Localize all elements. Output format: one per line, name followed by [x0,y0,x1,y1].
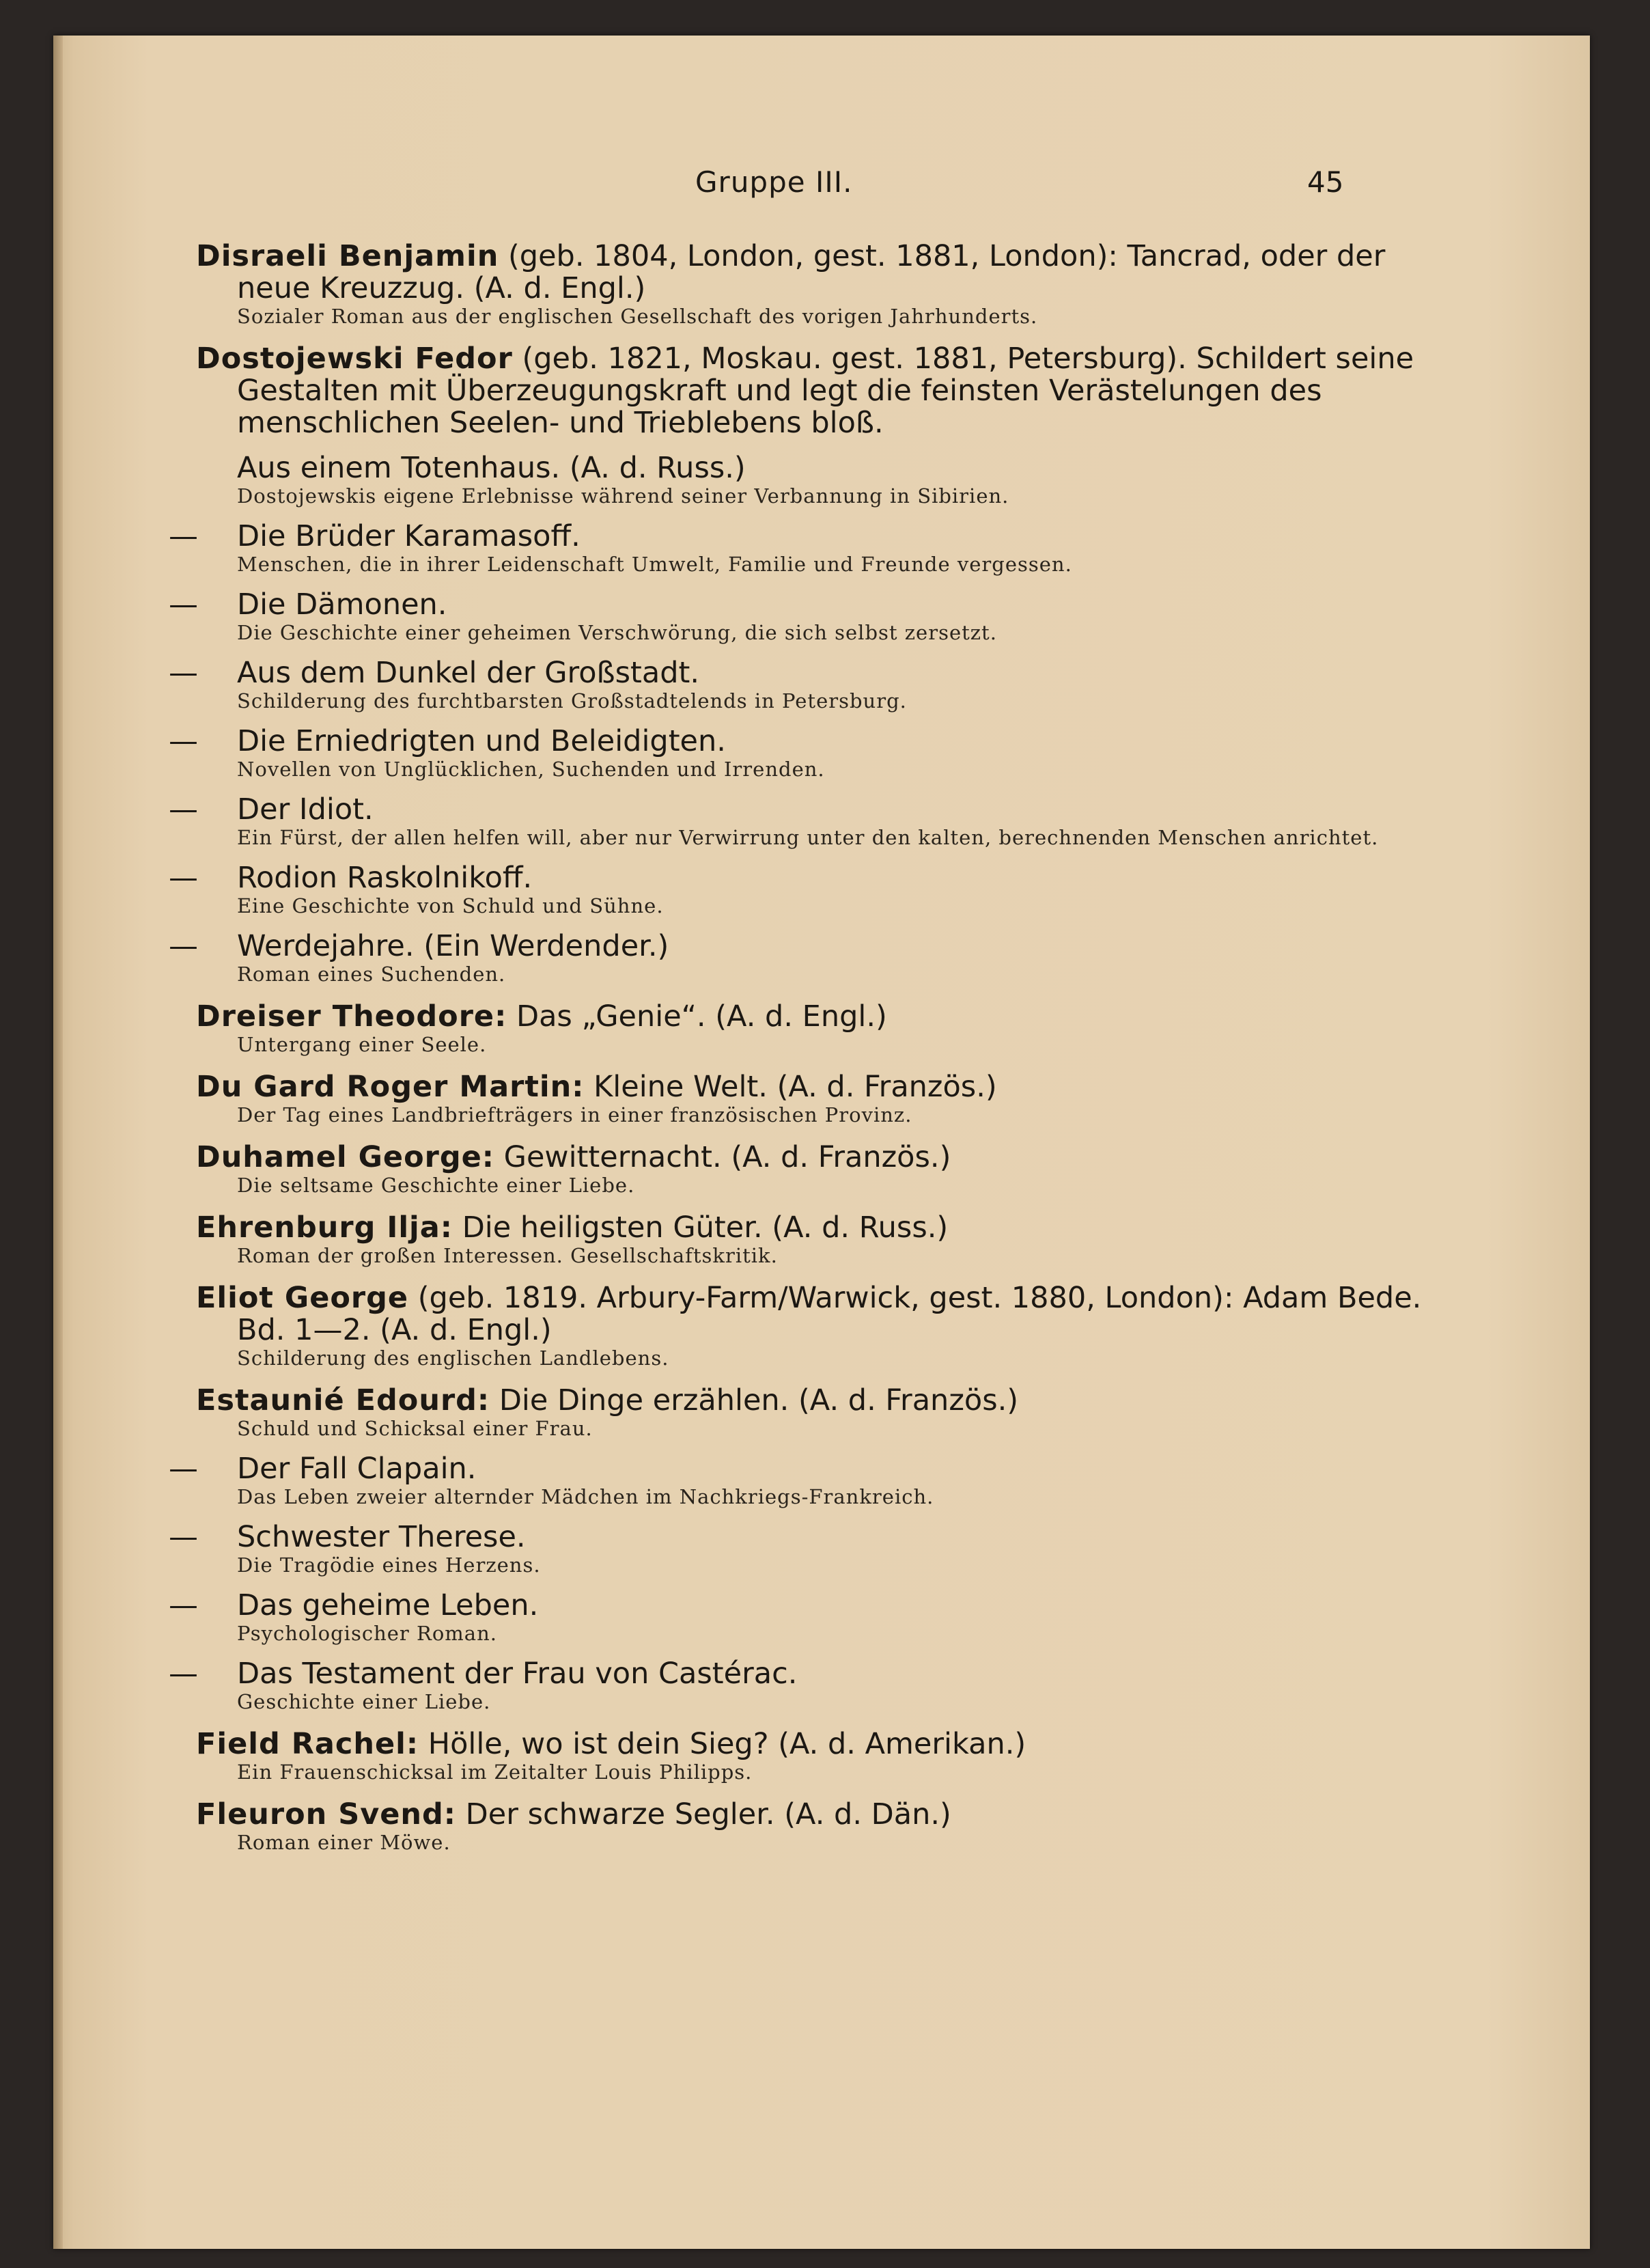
work-description: Schilderung des furchtbarsten Großstadtelends in Petersburg. [237,689,907,713]
work-title: — Die Dämonen. [196,588,1425,621]
entry-details: (geb. 1804, London, gest. 1881, London): Tancrad, oder der neue Kreuzzug. (A. d. Engl.) [237,239,1386,305]
entry-heading [196,1001,1425,1033]
book-page [53,36,1590,2249]
work-title: — Aus dem Dunkel der Großstadt. [196,656,1425,689]
author-name: Duhamel George: [196,1140,494,1174]
entry-ehrenburg [196,1212,1425,1267]
entry-dostojewski [196,343,1425,986]
entry-details: Kleine Welt. (A. d. Französ.) [593,1070,997,1104]
entry-heading [196,1799,1425,1831]
work-title: — Der Idiot. [196,793,1425,826]
work-title: — Der Fall Clapain. [196,1452,1425,1485]
work-description: Die Tragödie eines Herzens. [237,1553,541,1577]
entry-duhamel [196,1142,1425,1197]
author-name: Dostojewski Fedor [196,342,513,376]
entry-heading [196,1212,1425,1244]
entry-details: Das „Genie“. (A. d. Engl.) [516,999,887,1034]
entry-heading [196,343,1425,439]
entry-heading [196,240,1425,305]
work-description: Die Geschichte einer geheimen Verschwörung, die sich selbst zersetzt. [237,621,997,644]
work-title: — Schwester Therese. [196,1521,1425,1553]
work-item [196,520,1425,576]
work-title: — Das geheime Leben. [196,1589,1425,1622]
entry-heading [196,1142,1425,1174]
work-item [196,861,1425,917]
author-name: Eliot George [196,1281,409,1315]
entry-description: Die seltsame Geschichte einer Liebe. [237,1174,635,1197]
work-item [196,1589,1425,1645]
entry-details: Der schwarze Segler. (A. d. Dän.) [465,1797,951,1831]
page-text [53,36,1590,2249]
work-title: — Das Testament der Frau von Castérac. [196,1657,1425,1690]
work-description: Dostojewskis eigene Erlebnisse während seiner Verbannung in Sibirien. [237,484,1009,508]
entry-details: (geb. 1821, Moskau. gest. 1881, Petersburg). Schildert seine Gestalten mit Überzeugungskraft und legt die feinsten Verästelungen des menschlichen Seelen- und Trieblebens bloß. [237,342,1414,440]
work-title: — Rodion Raskolnikoff. [196,861,1425,894]
entry-description: Sozialer Roman aus der englischen Gesellschaft des vorigen Jahrhunderts. [237,305,1038,328]
running-title: Gruppe III. [695,165,853,199]
entry-details: Gewitternacht. (A. d. Französ.) [503,1140,951,1174]
entry-heading [196,1071,1425,1103]
entry-details: Die heiligsten Güter. (A. d. Russ.) [462,1211,949,1245]
work-item [196,725,1425,781]
author-name: Du Gard Roger Martin: [196,1070,585,1104]
work-description: Psychologischer Roman. [237,1622,497,1645]
work-title: — Werdejahre. (Ein Werdender.) [196,930,1425,963]
work-item [196,452,1425,508]
work-item [196,1657,1425,1713]
work-title: — Die Erniedrigten und Beleidigten. [196,725,1425,758]
work-description: Roman eines Suchenden. [237,963,506,986]
work-item [196,930,1425,986]
work-title: Aus einem Totenhaus. (A. d. Russ.) [237,451,746,485]
entry-details: Die Dinge erzählen. (A. d. Französ.) [499,1383,1019,1418]
work-description: Eine Geschichte von Schuld und Sühne. [237,894,664,917]
work-description: Geschichte einer Liebe. [237,1690,491,1713]
author-name: Fleuron Svend: [196,1797,456,1831]
entry-field [196,1728,1425,1784]
bibliography-list [196,240,1425,1869]
work-item [196,588,1425,644]
entry-disraeli [196,240,1425,328]
author-name: Estaunié Edourd: [196,1383,490,1418]
author-name: Field Rachel: [196,1727,419,1761]
page-number: 45 [1307,165,1344,199]
author-name: Dreiser Theodore: [196,999,507,1034]
work-description: Menschen, die in ihrer Leidenschaft Umwelt, Familie und Freunde vergessen. [237,553,1072,576]
entry-dreiser [196,1001,1425,1056]
entry-description: Der Tag eines Landbriefträgers in einer französischen Provinz. [237,1103,912,1126]
work-description: Ein Fürst, der allen helfen will, aber nur Verwirrung unter den kalten, berechnenden Menschen anrichtet. [237,826,1379,849]
entry-estaunie [196,1385,1425,1713]
entry-description: Untergang einer Seele. [237,1033,487,1056]
entry-heading [196,1728,1425,1760]
entry-details: (geb. 1819. Arbury-Farm/Warwick, gest. 1880, London): Adam Bede. Bd. 1—2. (A. d. Engl.) [237,1281,1422,1347]
entry-fleuron [196,1799,1425,1854]
entry-description: Roman einer Möwe. [237,1831,451,1854]
author-name: Disraeli Benjamin [196,239,499,273]
work-item [196,1452,1425,1508]
work-item [196,793,1425,849]
entry-heading [196,1282,1425,1346]
entry-description: Schuld und Schicksal einer Frau. [237,1417,593,1440]
entry-description: Roman der großen Interessen. Gesellschaftskritik. [237,1244,778,1267]
entry-description: Ein Frauenschicksal im Zeitalter Louis Philipps. [237,1760,753,1784]
author-name: Ehrenburg Ilja: [196,1211,453,1245]
work-item [196,1521,1425,1577]
entry-eliot [196,1282,1425,1370]
entry-details: Hölle, wo ist dein Sieg? (A. d. Amerikan.) [428,1727,1026,1761]
entry-description: Schilderung des englischen Landlebens. [237,1346,669,1370]
work-item [196,656,1425,713]
work-description: Das Leben zweier alternder Mädchen im Nachkriegs-Frankreich. [237,1485,934,1508]
work-description: Novellen von Unglücklichen, Suchenden und Irrenden. [237,758,825,781]
entry-du-gard [196,1071,1425,1126]
work-title: — Die Brüder Karamasoff. [196,520,1425,553]
entry-heading [196,1385,1425,1417]
